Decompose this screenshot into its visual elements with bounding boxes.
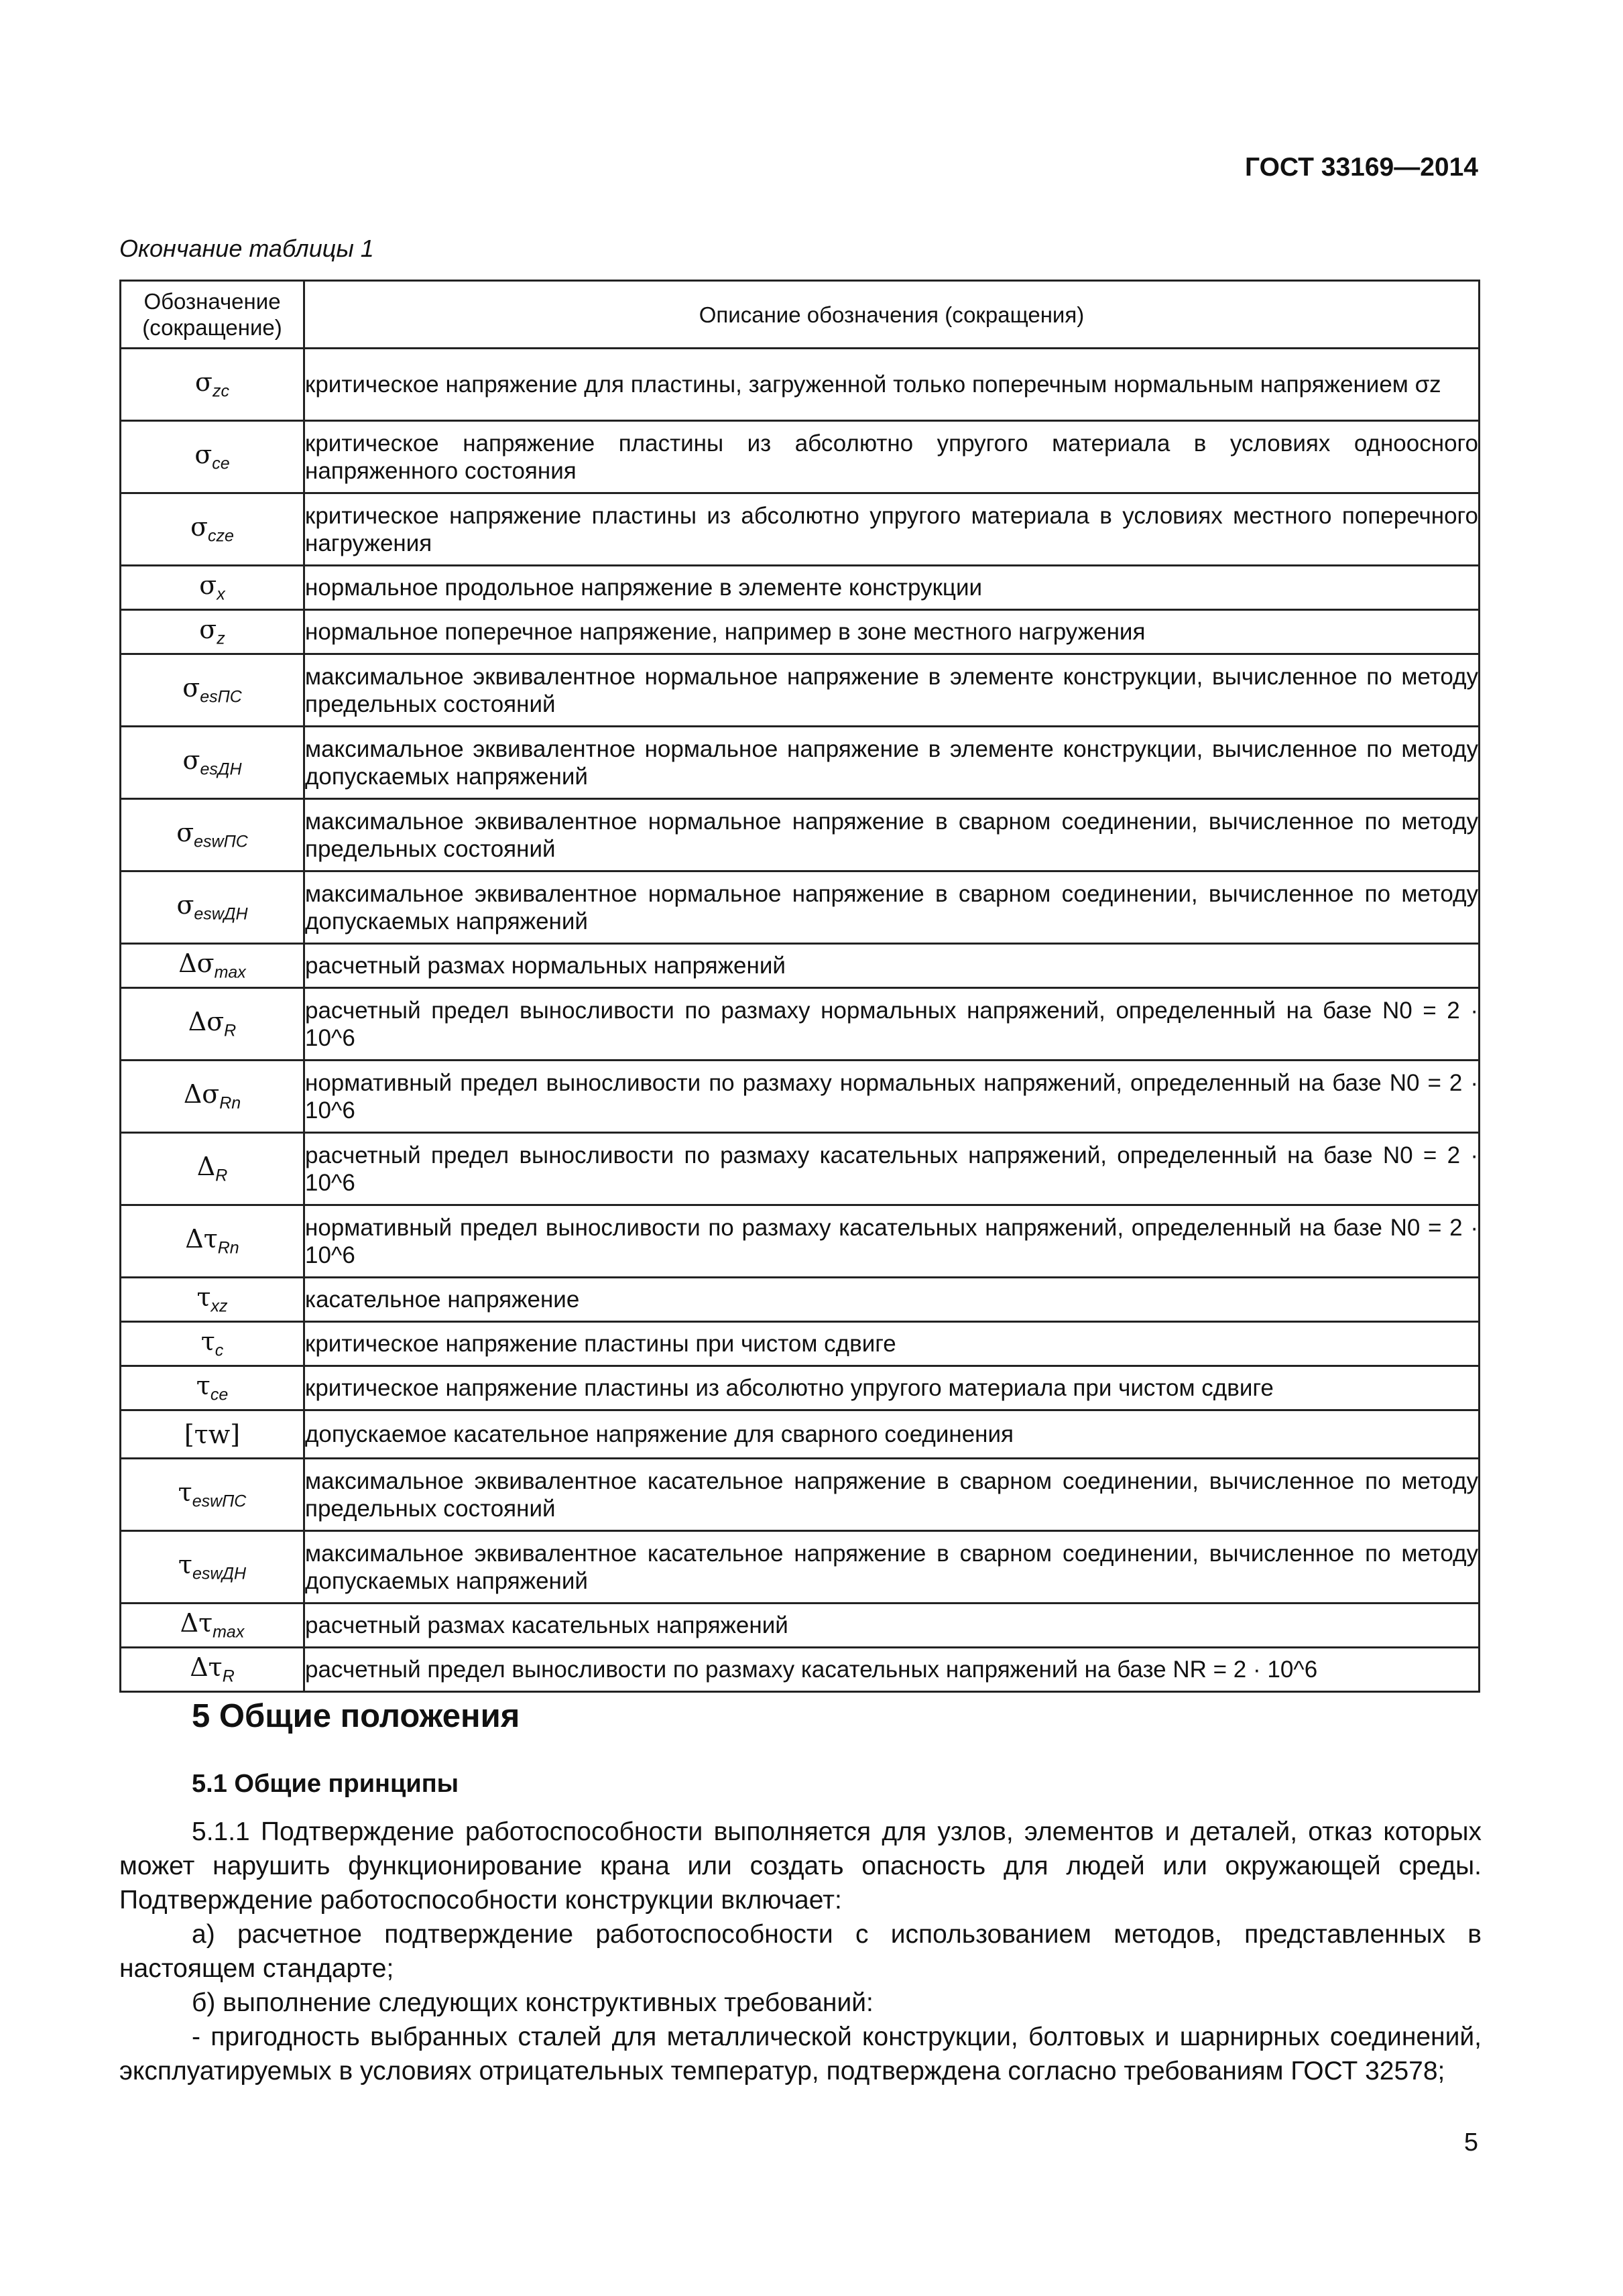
table-row xyxy=(121,944,1480,988)
table-row xyxy=(121,1061,1480,1133)
table-row xyxy=(121,421,1480,493)
table-row xyxy=(121,654,1480,727)
description-cell: критическое напряжение пластины из абсолютно упругого материала в условиях местного поперечного нагружения xyxy=(304,493,1480,566)
table-row xyxy=(121,799,1480,871)
description-cell: критическое напряжение пластины из абсолютно упругого материала в условиях одноосного напряженного состояния xyxy=(304,421,1480,493)
table-row xyxy=(121,1459,1480,1531)
standard-header: ГОСТ 33169—2014 xyxy=(1245,153,1478,182)
table-row xyxy=(121,1604,1480,1648)
description-cell: касательное напряжение xyxy=(304,1278,1480,1322)
description-cell: нормативный предел выносливости по размаху касательных напряжений, определенный на базе N0 = 2 · 10^6 xyxy=(304,1205,1480,1278)
table-row xyxy=(121,1366,1480,1410)
description-cell: расчетный размах нормальных напряжений xyxy=(304,944,1480,988)
table-row xyxy=(121,1278,1480,1322)
description-cell: максимальное эквивалентное касательное напряжение в сварном соединении, вычисленное по методу предельных состояний xyxy=(304,1459,1480,1531)
symbol-cell: $\sigma_z$ xyxy=(121,610,304,654)
symbol-cell: $\tau_{ce}$ xyxy=(121,1366,304,1410)
section-heading: 5 Общие положения xyxy=(192,1698,520,1734)
description-cell: расчетный предел выносливости по размаху нормальных напряжений, определенный на базе N0 = 2 · 10^6 xyxy=(304,988,1480,1061)
symbol-cell: $\tau_{eswДН}$ xyxy=(121,1531,304,1604)
table-row xyxy=(121,610,1480,654)
symbol-cell: $\tau_{xz}$ xyxy=(121,1278,304,1322)
table-row xyxy=(121,1648,1480,1692)
description-cell: расчетный предел выносливости по размаху касательных напряжений, определенный на базе N0 = 2 · 10^6 xyxy=(304,1133,1480,1205)
symbol-cell: $\sigma_{esПС}$ xyxy=(121,654,304,727)
description-cell: нормальное продольное напряжение в элементе конструкции xyxy=(304,566,1480,610)
table-row xyxy=(121,1322,1480,1366)
symbol-cell: $\Delta\tau_R$ xyxy=(121,1648,304,1692)
column-header-description: Описание обозначения (сокращения) xyxy=(304,281,1480,349)
table-row xyxy=(121,493,1480,566)
symbol-cell: $\tau_c$ xyxy=(121,1322,304,1366)
table-row xyxy=(121,1205,1480,1278)
symbols-table xyxy=(119,280,1480,1693)
description-cell: критическое напряжение пластины при чистом сдвиге xyxy=(304,1322,1480,1366)
symbol-cell: [τw] xyxy=(121,1410,304,1459)
paragraph: 5.1.1 Подтверждение работоспособности выполняется для узлов, элементов и деталей, отказ которых может нарушить функционирование крана или создать опасность для людей или окружающей среды. Подтверждение работоспособности конструкции включает: xyxy=(119,1817,1482,1915)
description-cell: максимальное эквивалентное нормальное напряжение в элементе конструкции, вычисленное по методу допускаемых напряжений xyxy=(304,727,1480,799)
table-row xyxy=(121,988,1480,1061)
paragraph: - пригодность выбранных сталей для металлической конструкции, болтовых и шарнирных соединений, эксплуатируемых в условиях отрицательных температур, подтверждена согласно требованиям ГОСТ 32578; xyxy=(119,2022,1482,2086)
section-body xyxy=(119,1815,1482,2088)
table-caption: Окончание таблицы 1 xyxy=(119,235,374,262)
description-cell: нормативный предел выносливости по размаху нормальных напряжений, определенный на базе N0 = 2 · 10^6 xyxy=(304,1061,1480,1133)
paragraph: б) выполнение следующих конструктивных требований: xyxy=(192,1988,874,2017)
table-row xyxy=(121,566,1480,610)
table-row xyxy=(121,349,1480,421)
symbol-cell: $\Delta\tau_{Rn}$ xyxy=(121,1205,304,1278)
symbol-cell: $\Delta_R$ xyxy=(121,1133,304,1205)
description-cell: нормальное поперечное напряжение, например в зоне местного нагружения xyxy=(304,610,1480,654)
table-row xyxy=(121,1133,1480,1205)
column-header-symbol: Обозначение (сокращение) xyxy=(121,281,304,349)
description-cell: расчетный размах касательных напряжений xyxy=(304,1604,1480,1648)
description-cell: критическое напряжение для пластины, загруженной только поперечным нормальным напряжением σz xyxy=(304,349,1480,421)
page-number: 5 xyxy=(1463,2128,1478,2157)
paragraph: а) расчетное подтверждение работоспособности с использованием методов, представленных в настоящем стандарте; xyxy=(119,1920,1482,1983)
table-row xyxy=(121,727,1480,799)
description-cell: максимальное эквивалентное нормальное напряжение в сварном соединении, вычисленное по методу предельных состояний xyxy=(304,799,1480,871)
symbol-cell: $\sigma_{esДН}$ xyxy=(121,727,304,799)
description-cell: допускаемое касательное напряжение для сварного соединения xyxy=(304,1410,1480,1459)
description-cell: максимальное эквивалентное нормальное напряжение в сварном соединении, вычисленное по методу допускаемых напряжений xyxy=(304,871,1480,944)
subsection-heading: 5.1 Общие принципы xyxy=(192,1770,459,1798)
table-row xyxy=(121,871,1480,944)
table-row xyxy=(121,1531,1480,1604)
table-row xyxy=(121,1410,1480,1459)
symbol-cell: $\sigma_x$ xyxy=(121,566,304,610)
symbol-cell: $\Delta\tau_{max}$ xyxy=(121,1604,304,1648)
symbol-cell: $\sigma_{zc}$ xyxy=(121,349,304,421)
description-cell: расчетный предел выносливости по размаху касательных напряжений на базе NR = 2 · 10^6 xyxy=(304,1648,1480,1692)
symbol-cell: $\Delta\sigma_R$ xyxy=(121,988,304,1061)
description-cell: критическое напряжение пластины из абсолютно упругого материала при чистом сдвиге xyxy=(304,1366,1480,1410)
symbol-cell: $\sigma_{eswПС}$ xyxy=(121,799,304,871)
symbol-cell: $\sigma_{eswДН}$ xyxy=(121,871,304,944)
description-cell: максимальное эквивалентное нормальное напряжение в элементе конструкции, вычисленное по методу предельных состояний xyxy=(304,654,1480,727)
symbol-cell: $\sigma_{ce}$ xyxy=(121,421,304,493)
symbol-cell: $\sigma_{cze}$ xyxy=(121,493,304,566)
symbol-cell: $\tau_{eswПС}$ xyxy=(121,1459,304,1531)
symbol-cell: $\Delta\sigma_{max}$ xyxy=(121,944,304,988)
description-cell: максимальное эквивалентное касательное напряжение в сварном соединении, вычисленное по методу допускаемых напряжений xyxy=(304,1531,1480,1604)
symbol-cell: $\Delta\sigma_{Rn}$ xyxy=(121,1061,304,1133)
